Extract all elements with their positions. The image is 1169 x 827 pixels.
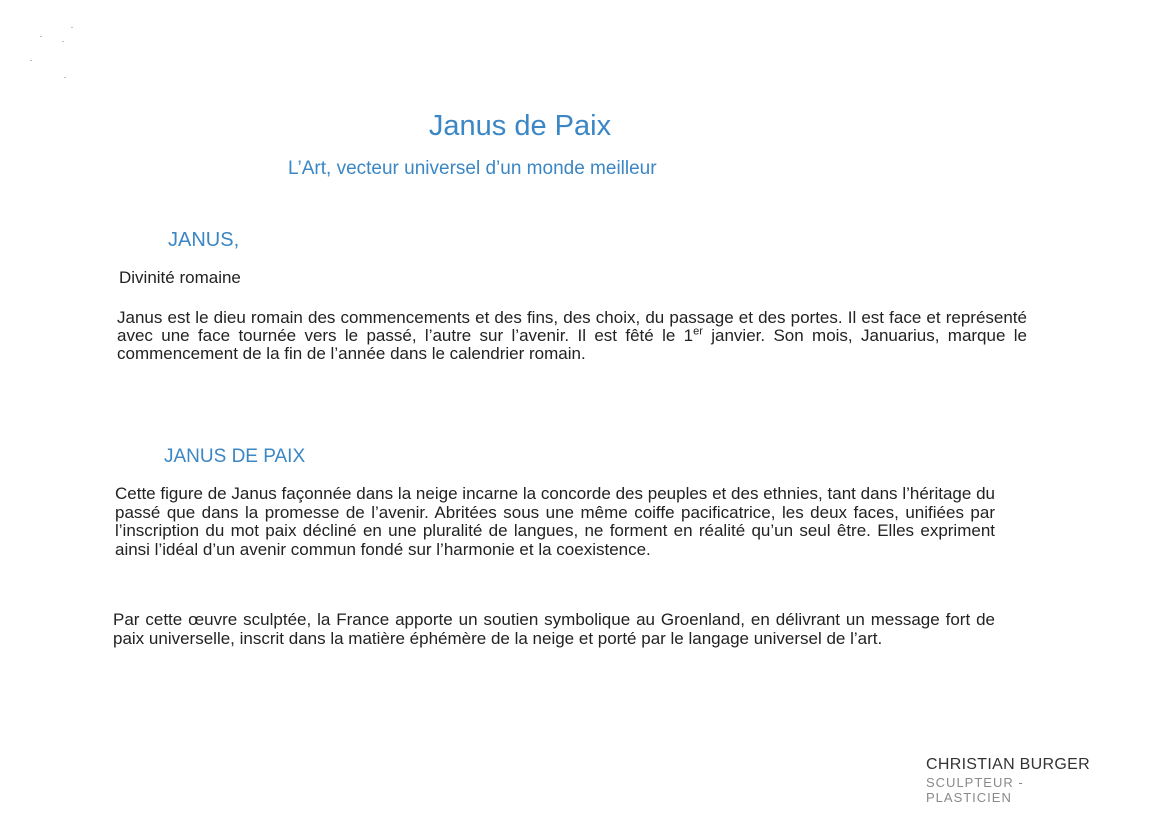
signature-name: CHRISTIAN BURGER bbox=[926, 756, 1090, 773]
scan-speck bbox=[40, 36, 42, 37]
scan-speck bbox=[62, 41, 64, 42]
scan-speck bbox=[71, 27, 73, 28]
section-heading-janus: JANUS, bbox=[168, 229, 240, 251]
document-subtitle: L’Art, vecteur universel d’un monde meilleur bbox=[288, 158, 657, 179]
ordinal-suffix: er bbox=[693, 325, 703, 338]
signature-role: SCULPTEUR - PLASTICIEN bbox=[926, 775, 1024, 805]
section-label-divinite: Divinité romaine bbox=[119, 268, 241, 287]
scan-speck bbox=[64, 77, 66, 78]
document-title: Janus de Paix bbox=[428, 110, 612, 142]
paragraph-text: Janus est le dieu romain des commencements et des fins, des choix, du passage et des portes. Il est face et représenté avec une face tournée vers le passé, l’autre sur l’avenir. Il est fêté le 1 bbox=[117, 308, 1027, 345]
paragraph-text: janvier. Son mois, Januarius, marque le commencement de la fin de l’année dans le calendrier romain. bbox=[117, 326, 1027, 363]
signature-block bbox=[926, 756, 1111, 805]
janus-de-paix-paragraph-1: Cette figure de Janus façonnée dans la neige incarne la concorde des peuples et des ethnies, tant dans l’héritage du passé que dans la promesse de l’avenir. Abritées sous une même coiffe pacificatrice, les deux faces, unifiées par l’inscription du mot paix décliné en une pluralité de langues, ne forment en réalité qu’un seul être. Elles expriment ainsi l’idéal d’un avenir commun fondé sur l’harmonie et la coexistence. bbox=[115, 484, 995, 559]
janus-description-paragraph bbox=[117, 309, 1027, 363]
scan-speck bbox=[30, 60, 32, 61]
section-heading-janus-de-paix: JANUS DE PAIX bbox=[164, 446, 306, 467]
janus-de-paix-paragraph-2: Par cette œuvre sculptée, la France apporte un soutien symbolique au Groenland, en délivrant un message fort de paix universelle, inscrit dans la matière éphémère de la neige et porté par le langage universel de l’art. bbox=[113, 610, 995, 648]
